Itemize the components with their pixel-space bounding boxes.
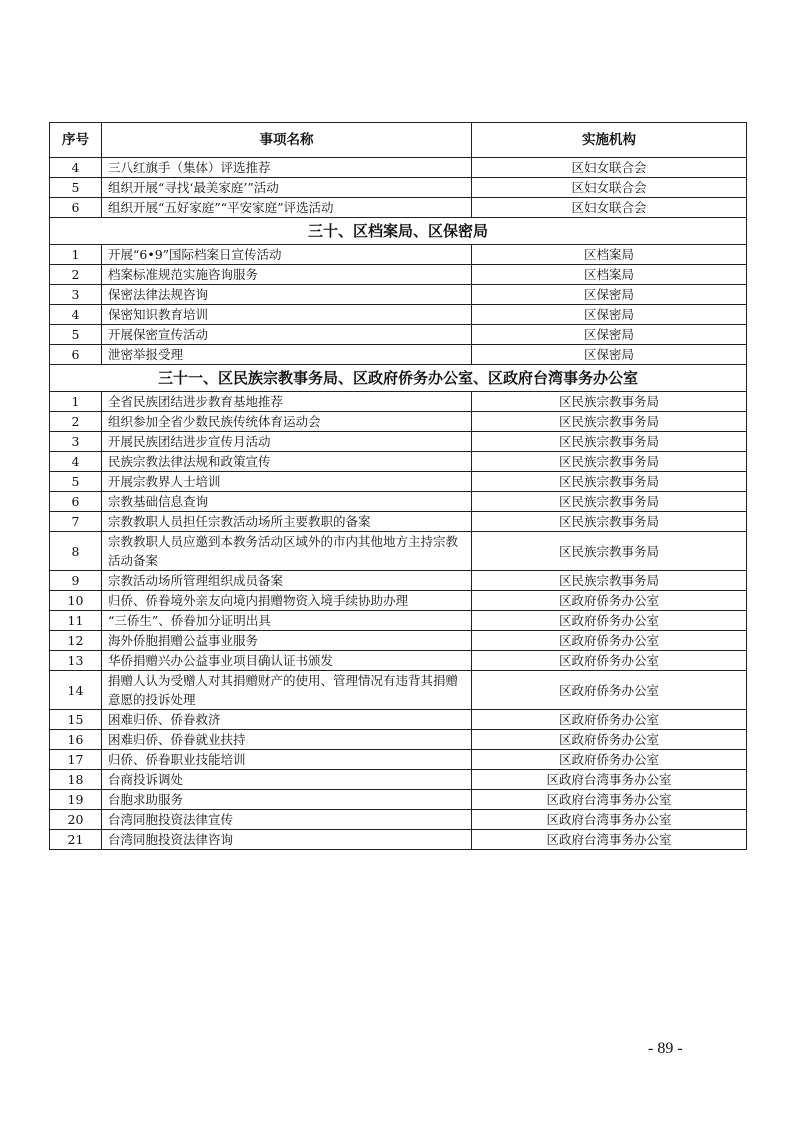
serial-number-cell: 13 [50,651,102,671]
table-row [50,790,747,810]
table-row [50,345,747,365]
item-name-cell: 档案标准规范实施咨询服务 [102,265,472,285]
agency-cell: 区政府侨务办公室 [472,611,747,631]
agency-cell: 区民族宗教事务局 [472,571,747,591]
item-name-cell: 困难归侨、侨眷救济 [102,710,472,730]
item-name-cell: 民族宗教法律法规和政策宣传 [102,452,472,472]
serial-number-cell: 5 [50,325,102,345]
agency-cell: 区档案局 [472,245,747,265]
item-name-cell: 台商投诉调处 [102,770,472,790]
table-row [50,730,747,750]
table-row [50,245,747,265]
table-row [50,611,747,631]
table-row [50,671,747,710]
item-name-cell: 开展宗教界人士培训 [102,472,472,492]
item-name-cell: “三侨生”、侨眷加分证明出具 [102,611,472,631]
serial-number-cell: 18 [50,770,102,790]
serial-number-cell: 4 [50,452,102,472]
table-row [50,265,747,285]
table-row [50,591,747,611]
serial-number-cell: 12 [50,631,102,651]
item-name-cell: 归侨、侨眷职业技能培训 [102,750,472,770]
serial-number-cell: 2 [50,265,102,285]
agency-cell: 区政府侨务办公室 [472,651,747,671]
agency-cell: 区民族宗教事务局 [472,412,747,432]
table-row [50,305,747,325]
service-items-table [49,122,747,850]
serial-number-cell: 5 [50,178,102,198]
serial-number-cell: 9 [50,571,102,591]
serial-number-cell: 1 [50,392,102,412]
agency-cell: 区民族宗教事务局 [472,432,747,452]
section-header-row [50,218,747,245]
serial-number-cell: 6 [50,345,102,365]
table-row [50,810,747,830]
item-name-cell: 开展保密宣传活动 [102,325,472,345]
agency-cell: 区民族宗教事务局 [472,392,747,412]
page-number: - 89 - [648,1040,683,1057]
table-row [50,198,747,218]
agency-cell: 区政府侨务办公室 [472,750,747,770]
serial-number-cell: 21 [50,830,102,850]
serial-number-cell: 16 [50,730,102,750]
serial-number-cell: 5 [50,472,102,492]
serial-number-cell: 6 [50,198,102,218]
agency-cell: 区保密局 [472,345,747,365]
serial-number-cell: 7 [50,512,102,532]
table-row [50,472,747,492]
agency-cell: 区民族宗教事务局 [472,532,747,571]
item-name-cell: 华侨捐赠兴办公益事业项目确认证书颁发 [102,651,472,671]
serial-number-cell: 10 [50,591,102,611]
agency-cell: 区政府侨务办公室 [472,671,747,710]
agency-cell: 区民族宗教事务局 [472,492,747,512]
section-title: 三十、区档案局、区保密局 [50,218,747,245]
agency-cell: 区妇女联合会 [472,158,747,178]
serial-number-cell: 19 [50,790,102,810]
serial-number-cell: 4 [50,158,102,178]
serial-number-cell: 2 [50,412,102,432]
agency-cell: 区政府侨务办公室 [472,710,747,730]
table-row [50,178,747,198]
table-row [50,512,747,532]
item-name-cell: 台湾同胞投资法律咨询 [102,830,472,850]
table-row [50,770,747,790]
header-implementing-agency: 实施机构 [472,123,747,158]
table-row [50,710,747,730]
table-row [50,830,747,850]
item-name-cell: 宗教教职人员担任宗教活动场所主要教职的备案 [102,512,472,532]
agency-cell: 区档案局 [472,265,747,285]
table-row [50,412,747,432]
table-row [50,392,747,412]
item-name-cell: 保密法律法规咨询 [102,285,472,305]
agency-cell: 区政府侨务办公室 [472,631,747,651]
serial-number-cell: 20 [50,810,102,830]
item-name-cell: 宗教基础信息查询 [102,492,472,512]
item-name-cell: 台湾同胞投资法律宣传 [102,810,472,830]
agency-cell: 区保密局 [472,325,747,345]
item-name-cell: 开展民族团结进步宣传月活动 [102,432,472,452]
table-row [50,158,747,178]
agency-cell: 区民族宗教事务局 [472,472,747,492]
table-row [50,452,747,472]
table-row [50,285,747,305]
header-serial-number: 序号 [50,123,102,158]
agency-cell: 区保密局 [472,305,747,325]
table-row [50,651,747,671]
item-name-cell: 保密知识教育培训 [102,305,472,325]
table-body [50,158,747,850]
table-row [50,492,747,512]
table-row [50,571,747,591]
agency-cell: 区政府台湾事务办公室 [472,790,747,810]
agency-cell: 区政府台湾事务办公室 [472,830,747,850]
serial-number-cell: 3 [50,432,102,452]
agency-cell: 区保密局 [472,285,747,305]
agency-cell: 区民族宗教事务局 [472,452,747,472]
section-header-row [50,365,747,392]
item-name-cell: 归侨、侨眷境外亲友向境内捐赠物资入境手续协助办理 [102,591,472,611]
serial-number-cell: 3 [50,285,102,305]
agency-cell: 区政府台湾事务办公室 [472,770,747,790]
serial-number-cell: 14 [50,671,102,710]
item-name-cell: 台胞求助服务 [102,790,472,810]
item-name-cell: 开展“6•9”国际档案日宣传活动 [102,245,472,265]
item-name-cell: 海外侨胞捐赠公益事业服务 [102,631,472,651]
agency-cell: 区政府侨务办公室 [472,730,747,750]
agency-cell: 区妇女联合会 [472,178,747,198]
item-name-cell: 组织参加全省少数民族传统体育运动会 [102,412,472,432]
item-name-cell: 宗教教职人员应邀到本教务活动区域外的市内其他地方主持宗教活动备案 [102,532,472,571]
table-row [50,532,747,571]
serial-number-cell: 11 [50,611,102,631]
item-name-cell: 泄密举报受理 [102,345,472,365]
serial-number-cell: 1 [50,245,102,265]
item-name-cell: 全省民族团结进步教育基地推荐 [102,392,472,412]
serial-number-cell: 8 [50,532,102,571]
item-name-cell: 困难归侨、侨眷就业扶持 [102,730,472,750]
table-row [50,432,747,452]
agency-cell: 区政府台湾事务办公室 [472,810,747,830]
table-row [50,325,747,345]
section-title: 三十一、区民族宗教事务局、区政府侨务办公室、区政府台湾事务办公室 [50,365,747,392]
header-item-name: 事项名称 [102,123,472,158]
item-name-cell: 宗教活动场所管理组织成员备案 [102,571,472,591]
serial-number-cell: 6 [50,492,102,512]
serial-number-cell: 17 [50,750,102,770]
agency-cell: 区政府侨务办公室 [472,591,747,611]
item-name-cell: 捐赠人认为受赠人对其捐赠财产的使用、管理情况有违背其捐赠意愿的投诉处理 [102,671,472,710]
table-row [50,750,747,770]
item-name-cell: 组织开展“五好家庭”“平安家庭”评选活动 [102,198,472,218]
table-row [50,631,747,651]
agency-cell: 区民族宗教事务局 [472,512,747,532]
agency-cell: 区妇女联合会 [472,198,747,218]
serial-number-cell: 15 [50,710,102,730]
table-header-row [50,123,747,158]
item-name-cell: 三八红旗手（集体）评选推荐 [102,158,472,178]
serial-number-cell: 4 [50,305,102,325]
item-name-cell: 组织开展“寻找‘最美家庭’”活动 [102,178,472,198]
